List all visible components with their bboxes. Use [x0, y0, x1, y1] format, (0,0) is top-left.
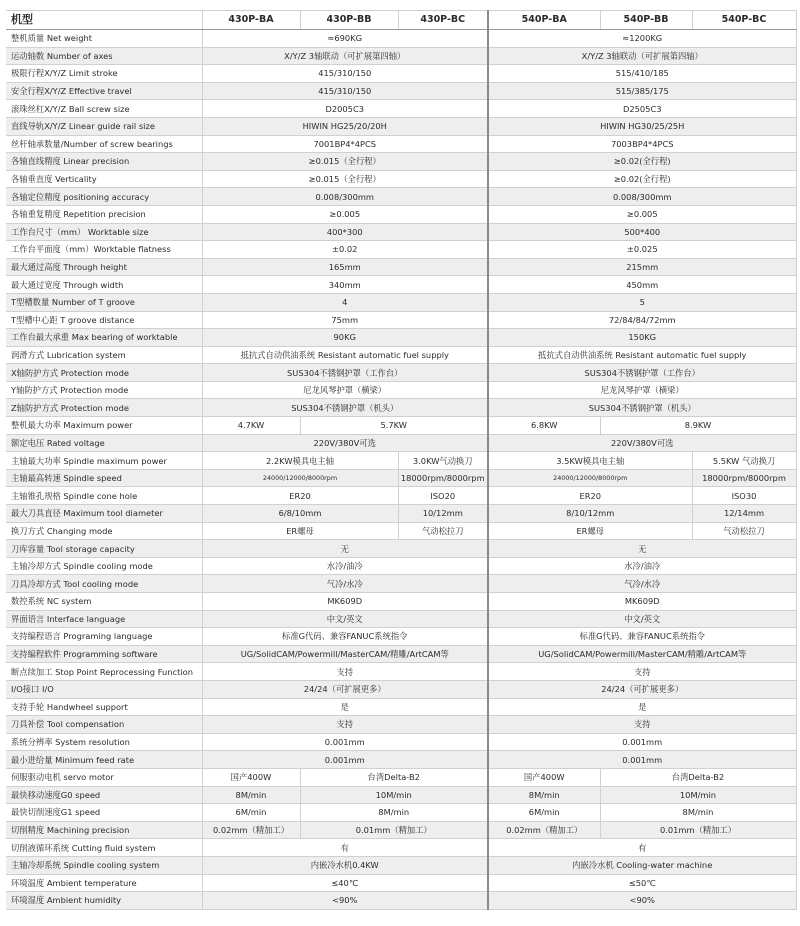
spec-value: 24000/12000/8000rpm — [488, 469, 692, 487]
spec-value: 8M/min — [300, 804, 488, 822]
spec-value: 8.9KW — [600, 417, 796, 435]
spec-value: ≥0.005 — [202, 205, 488, 223]
spec-label: X轴防护方式 Protection mode — [6, 364, 202, 382]
spec-row — [6, 417, 796, 435]
spec-label: 润滑方式 Lubrication system — [6, 346, 202, 364]
spec-value: SUS304不锈钢护罩（工作台） — [202, 364, 488, 382]
spec-row — [6, 170, 796, 188]
spec-value: 415/310/150 — [202, 82, 488, 100]
spec-value: 水冷/油冷 — [488, 557, 796, 575]
spec-value: 标准G代码、兼容FANUC系统指令 — [202, 628, 488, 646]
spec-label: 数控系统 NC system — [6, 593, 202, 611]
spec-label: I/O接口 I/O — [6, 680, 202, 698]
spec-value: <90% — [488, 892, 796, 910]
spec-value: 18000rpm/8000rpm — [398, 469, 488, 487]
spec-value: 24/24（可扩展更多） — [202, 680, 488, 698]
spec-label: 最大刀具直径 Maximum tool diameter — [6, 505, 202, 523]
spec-value: SUS304不锈钢护罩（机头） — [202, 399, 488, 417]
spec-row — [6, 452, 796, 470]
spec-value: ER螺母 — [202, 522, 398, 540]
spec-row — [6, 100, 796, 118]
spec-value: 8M/min — [202, 786, 300, 804]
spec-value: 10M/min — [600, 786, 796, 804]
spec-value: 8M/min — [600, 804, 796, 822]
spec-value: 支持 — [202, 716, 488, 734]
spec-value: UG/SolidCAM/Powermill/MasterCAM/精雕/ArtCAM等 — [488, 645, 796, 663]
spec-value: 10/12mm — [398, 505, 488, 523]
spec-value: ≥0.02(全行程) — [488, 170, 796, 188]
spec-label: 极限行程X/Y/Z Limit stroke — [6, 65, 202, 83]
spec-value: 400*300 — [202, 223, 488, 241]
spec-row — [6, 399, 796, 417]
spec-label: Z轴防护方式 Protection mode — [6, 399, 202, 417]
spec-row — [6, 241, 796, 259]
spec-value: 台湾Delta-B2 — [300, 768, 488, 786]
model-header: 430P-BC — [398, 11, 488, 30]
spec-label: 环境湿度 Ambient humidity — [6, 892, 202, 910]
spec-value: 340mm — [202, 276, 488, 294]
spec-value: 抵抗式自动供油系统 Resistant automatic fuel supply — [488, 346, 796, 364]
spec-value: 有 — [202, 839, 488, 857]
spec-label: 工作台最大承重 Max bearing of worktable — [6, 329, 202, 347]
spec-label: 最快切削速度G1 speed — [6, 804, 202, 822]
spec-value: D2005C3 — [202, 100, 488, 118]
spec-value: ER20 — [488, 487, 692, 505]
spec-value: 10M/min — [300, 786, 488, 804]
spec-value: 支持 — [488, 716, 796, 734]
spec-row — [6, 874, 796, 892]
spec-row — [6, 716, 796, 734]
spec-value: ≤40℃ — [202, 874, 488, 892]
spec-value: 0.001mm — [202, 751, 488, 769]
spec-value: 标准G代码、兼容FANUC系统指令 — [488, 628, 796, 646]
model-header: 430P-BB — [300, 11, 398, 30]
spec-value: ISO20 — [398, 487, 488, 505]
spec-label: 系统分辨率 System resolution — [6, 733, 202, 751]
spec-row — [6, 698, 796, 716]
spec-value: 500*400 — [488, 223, 796, 241]
spec-label: 支持编程语言 Programing language — [6, 628, 202, 646]
spec-value: 72/84/84/72mm — [488, 311, 796, 329]
spec-value: 尼龙风琴护罩（横梁） — [488, 381, 796, 399]
spec-label: 主轴最高转速 Spindle speed — [6, 469, 202, 487]
spec-value: 国产400W — [202, 768, 300, 786]
spec-row — [6, 505, 796, 523]
spec-value: 0.001mm — [488, 733, 796, 751]
header-row — [6, 11, 796, 30]
spec-row — [6, 276, 796, 294]
spec-label: 滚珠丝杠X/Y/Z Ball screw size — [6, 100, 202, 118]
spec-value: 12/14mm — [692, 505, 796, 523]
spec-value: 0.02mm（精加工） — [488, 821, 600, 839]
spec-label: 工作台平面度（mm）Worktable flatness — [6, 241, 202, 259]
spec-value: 150KG — [488, 329, 796, 347]
spec-row — [6, 733, 796, 751]
spec-row — [6, 65, 796, 83]
spec-value: 450mm — [488, 276, 796, 294]
spec-value: 6M/min — [202, 804, 300, 822]
spec-value: 5.5KW 气动换刀 — [692, 452, 796, 470]
spec-row — [6, 821, 796, 839]
spec-value: X/Y/Z 3轴联动（可扩展第四轴） — [202, 47, 488, 65]
spec-value: 气冷/水冷 — [488, 575, 796, 593]
spec-label: 支持编程软件 Programming software — [6, 645, 202, 663]
spec-value: HIWIN HG25/20/20H — [202, 117, 488, 135]
spec-label: 整机最大功率 Maximum power — [6, 417, 202, 435]
spec-value: 尼龙风琴护罩（横梁） — [202, 381, 488, 399]
spec-row — [6, 645, 796, 663]
spec-value: 0.02mm（精加工） — [202, 821, 300, 839]
spec-value: 气动松拉刀 — [398, 522, 488, 540]
spec-value: 内嵌冷水机 Cooling-water machine — [488, 856, 796, 874]
spec-label: 丝杆轴承数量/Number of screw bearings — [6, 135, 202, 153]
spec-value: 75mm — [202, 311, 488, 329]
spec-label: T型槽数量 Number of T groove — [6, 293, 202, 311]
spec-label: T型槽中心距 T groove distance — [6, 311, 202, 329]
spec-label: 各轴定位精度 positioning accuracy — [6, 188, 202, 206]
spec-value: 4 — [202, 293, 488, 311]
spec-value: 6.8KW — [488, 417, 600, 435]
spec-label: 最小进给量 Minimum feed rate — [6, 751, 202, 769]
spec-value: 220V/380V可选 — [202, 434, 488, 452]
spec-value: 气动松拉刀 — [692, 522, 796, 540]
spec-value: 220V/380V可选 — [488, 434, 796, 452]
spec-value: ≈690KG — [202, 30, 488, 48]
spec-row — [6, 223, 796, 241]
spec-label: 换刀方式 Changing mode — [6, 522, 202, 540]
spec-row — [6, 610, 796, 628]
spec-row — [6, 839, 796, 857]
spec-label: 界面语言 Interface language — [6, 610, 202, 628]
spec-value: MK609D — [202, 593, 488, 611]
spec-label: 各轴垂直度 Verticality — [6, 170, 202, 188]
spec-value: 24/24（可扩展更多） — [488, 680, 796, 698]
spec-row — [6, 30, 796, 48]
spec-value: 0.001mm — [202, 733, 488, 751]
spec-value: 6/8/10mm — [202, 505, 398, 523]
spec-label: 安全行程X/Y/Z Effective travel — [6, 82, 202, 100]
spec-value: 国产400W — [488, 768, 600, 786]
spec-value: SUS304不锈钢护罩（机头） — [488, 399, 796, 417]
spec-value: 5 — [488, 293, 796, 311]
spec-value: 0.001mm — [488, 751, 796, 769]
model-header: 540P-BB — [600, 11, 692, 30]
spec-value: UG/SolidCAM/Powermill/MasterCAM/精雕/ArtCAM等 — [202, 645, 488, 663]
spec-row — [6, 540, 796, 558]
spec-table — [6, 10, 797, 910]
spec-value: 0.01mm（精加工） — [300, 821, 488, 839]
spec-value: ER20 — [202, 487, 398, 505]
spec-row — [6, 329, 796, 347]
spec-value: ISO30 — [692, 487, 796, 505]
spec-row — [6, 892, 796, 910]
spec-row — [6, 311, 796, 329]
spec-value: 气冷/水冷 — [202, 575, 488, 593]
spec-value: 支持 — [488, 663, 796, 681]
spec-value: 有 — [488, 839, 796, 857]
spec-row — [6, 434, 796, 452]
spec-label: 刀库容量 Tool storage capacity — [6, 540, 202, 558]
spec-value: 215mm — [488, 258, 796, 276]
spec-value: ≥0.015（全行程） — [202, 170, 488, 188]
spec-row — [6, 469, 796, 487]
spec-label: 主轴冷却方式 Spindle cooling mode — [6, 557, 202, 575]
spec-row — [6, 117, 796, 135]
spec-row — [6, 557, 796, 575]
spec-row — [6, 346, 796, 364]
spec-value: 515/385/175 — [488, 82, 796, 100]
spec-value: 3.5KW模具电主轴 — [488, 452, 692, 470]
spec-row — [6, 135, 796, 153]
spec-row — [6, 153, 796, 171]
spec-row — [6, 804, 796, 822]
spec-label: 各轴直线精度 Linear precision — [6, 153, 202, 171]
spec-row — [6, 751, 796, 769]
spec-row — [6, 205, 796, 223]
spec-label: 断点续加工 Stop Point Reprocessing Function — [6, 663, 202, 681]
spec-row — [6, 188, 796, 206]
spec-value: SUS304不锈钢护罩（工作台） — [488, 364, 796, 382]
spec-row — [6, 381, 796, 399]
spec-value: X/Y/Z 3轴联动（可扩展第四轴） — [488, 47, 796, 65]
spec-label: 最大通过宽度 Through width — [6, 276, 202, 294]
spec-value: ±0.025 — [488, 241, 796, 259]
spec-label: Y轴防护方式 Protection mode — [6, 381, 202, 399]
spec-label: 最快移动速度G0 speed — [6, 786, 202, 804]
spec-value: 515/410/185 — [488, 65, 796, 83]
spec-row — [6, 47, 796, 65]
spec-value: 7003BP4*4PCS — [488, 135, 796, 153]
spec-value: 3.0KW气动换刀 — [398, 452, 488, 470]
spec-value: 是 — [202, 698, 488, 716]
spec-value: ≤50℃ — [488, 874, 796, 892]
spec-value: <90% — [202, 892, 488, 910]
spec-value: 8/10/12mm — [488, 505, 692, 523]
header-label: 机型 — [6, 11, 202, 30]
spec-label: 工作台尺寸（mm） Worktable size — [6, 223, 202, 241]
spec-value: 18000rpm/8000rpm — [692, 469, 796, 487]
spec-label: 切削液循环系统 Cutting fluid system — [6, 839, 202, 857]
model-header: 430P-BA — [202, 11, 300, 30]
spec-row — [6, 575, 796, 593]
spec-value: 是 — [488, 698, 796, 716]
spec-value: ER螺母 — [488, 522, 692, 540]
spec-row — [6, 364, 796, 382]
spec-value: 5.7KW — [300, 417, 488, 435]
spec-label: 额定电压 Rated voltage — [6, 434, 202, 452]
spec-row — [6, 522, 796, 540]
spec-label: 运动轴数 Number of axes — [6, 47, 202, 65]
spec-body — [6, 30, 796, 910]
spec-value: ≥0.005 — [488, 205, 796, 223]
spec-value: 415/310/150 — [202, 65, 488, 83]
spec-value: 0.008/300mm — [488, 188, 796, 206]
spec-row — [6, 258, 796, 276]
spec-value: 24000/12000/8000rpm — [202, 469, 398, 487]
spec-value: 抵抗式自动供油系统 Resistant automatic fuel supply — [202, 346, 488, 364]
spec-label: 整机质量 Net weight — [6, 30, 202, 48]
spec-value: 水冷/油冷 — [202, 557, 488, 575]
spec-label: 刀具补偿 Tool compensation — [6, 716, 202, 734]
spec-row — [6, 628, 796, 646]
spec-value: ≈1200KG — [488, 30, 796, 48]
spec-row — [6, 856, 796, 874]
spec-label: 伺服驱动电机 servo motor — [6, 768, 202, 786]
spec-value: 无 — [202, 540, 488, 558]
spec-label: 主轴最大功率 Spindle maximum power — [6, 452, 202, 470]
spec-value: 7001BP4*4PCS — [202, 135, 488, 153]
spec-row — [6, 593, 796, 611]
spec-label: 直线导轨X/Y/Z Linear guide rail size — [6, 117, 202, 135]
spec-value: 支持 — [202, 663, 488, 681]
spec-value: 无 — [488, 540, 796, 558]
spec-value: 4.7KW — [202, 417, 300, 435]
spec-value: ≥0.02(全行程) — [488, 153, 796, 171]
spec-value: 0.008/300mm — [202, 188, 488, 206]
spec-value: MK609D — [488, 593, 796, 611]
spec-value: 165mm — [202, 258, 488, 276]
model-header: 540P-BA — [488, 11, 600, 30]
spec-value: ±0.02 — [202, 241, 488, 259]
spec-value: 8M/min — [488, 786, 600, 804]
spec-value: 中文/英文 — [488, 610, 796, 628]
spec-row — [6, 293, 796, 311]
spec-row — [6, 768, 796, 786]
spec-value: HIWIN HG30/25/25H — [488, 117, 796, 135]
spec-row — [6, 680, 796, 698]
spec-label: 支持手轮 Handwheel support — [6, 698, 202, 716]
spec-value: ≥0.015（全行程） — [202, 153, 488, 171]
spec-value: 台湾Delta-B2 — [600, 768, 796, 786]
spec-value: 中文/英文 — [202, 610, 488, 628]
spec-label: 环境温度 Ambient temperature — [6, 874, 202, 892]
spec-label: 各轴重复精度 Repetition precision — [6, 205, 202, 223]
spec-row — [6, 82, 796, 100]
spec-value: 0.01mm（精加工） — [600, 821, 796, 839]
spec-label: 主轴冷却系统 Spindle cooling system — [6, 856, 202, 874]
spec-value: 90KG — [202, 329, 488, 347]
spec-row — [6, 786, 796, 804]
spec-value: 6M/min — [488, 804, 600, 822]
spec-row — [6, 487, 796, 505]
spec-label: 最大通过高度 Through height — [6, 258, 202, 276]
spec-label: 切削精度 Machining precision — [6, 821, 202, 839]
spec-row — [6, 663, 796, 681]
spec-value: 2.2KW模具电主轴 — [202, 452, 398, 470]
spec-value: D2505C3 — [488, 100, 796, 118]
spec-label: 主轴锥孔规格 Spindle cone hole — [6, 487, 202, 505]
spec-label: 刀具冷却方式 Tool cooling mode — [6, 575, 202, 593]
spec-value: 内嵌冷水机0.4KW — [202, 856, 488, 874]
model-header: 540P-BC — [692, 11, 796, 30]
